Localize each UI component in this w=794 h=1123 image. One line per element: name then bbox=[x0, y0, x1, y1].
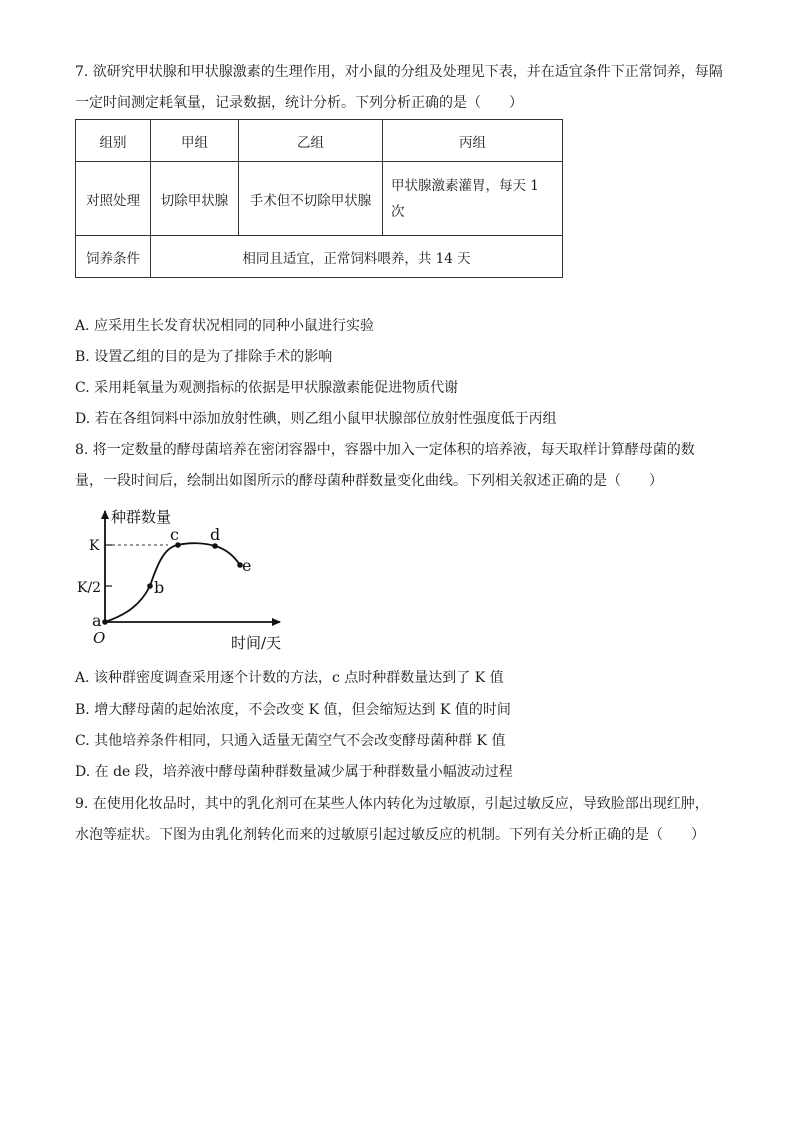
table-row-label: 对照处理 bbox=[76, 162, 151, 236]
table-header-cell: 丙组 bbox=[383, 120, 563, 162]
table-header-cell: 甲组 bbox=[151, 120, 239, 162]
q7-stem-line1: 7. 欲研究甲状腺和甲状腺激素的生理作用，对小鼠的分组及处理见下表，并在适宜条件下正常饲养，每隔 bbox=[75, 64, 723, 80]
x-axis-label: 时间/天 bbox=[231, 634, 282, 652]
q7-option-c: C. 采用耗氧量为观测指标的依据是甲状腺激素能促进物质代谢 bbox=[75, 380, 459, 396]
q8-option-b: B. 增大酵母菌的起始浓度，不会改变 K 值，但会缩短达到 K 值的时间 bbox=[75, 702, 511, 718]
q7-option-a: A. 应采用生长发育状况相同的同种小鼠进行实验 bbox=[75, 318, 375, 334]
table-cell: 切除甲状腺 bbox=[151, 162, 239, 236]
q7-option-d: D. 若在各组饲料中添加放射性碘，则乙组小鼠甲状腺部位放射性强度低于丙组 bbox=[75, 411, 557, 427]
q9-stem-line2: 水泡等症状。下图为由乳化剂转化而来的过敏原引起过敏反应的机制。下列有关分析正确的是（ ） bbox=[75, 827, 705, 843]
point-label-c: c bbox=[170, 525, 179, 544]
table-row-label: 饲养条件 bbox=[76, 236, 151, 278]
table-header-row bbox=[76, 120, 563, 162]
table-cell bbox=[383, 162, 563, 236]
table-row bbox=[76, 236, 563, 278]
point-label-e: e bbox=[242, 556, 252, 575]
y-tick-label-k: K bbox=[89, 538, 100, 554]
point-label-a: a bbox=[92, 611, 102, 630]
q8-option-c: C. 其他培养条件相同，只通入适量无菌空气不会改变酵母菌种群 K 值 bbox=[75, 733, 506, 749]
table-header-cell: 乙组 bbox=[239, 120, 383, 162]
point-b bbox=[147, 583, 153, 589]
q7-option-b: B. 设置乙组的目的是为了排除手术的影响 bbox=[75, 349, 333, 365]
growth-curve bbox=[105, 543, 240, 622]
point-d bbox=[212, 543, 218, 549]
population-growth-chart bbox=[70, 502, 300, 657]
origin-label: O bbox=[93, 629, 106, 647]
y-tick-label-half-k: K/2 bbox=[77, 580, 102, 596]
q7-stem-line2: 一定时间测定耗氧量，记录数据，统计分析。下列分析正确的是（ ） bbox=[75, 95, 523, 111]
point-label-d: d bbox=[210, 525, 221, 544]
q8-option-d: D. 在 de 段，培养液中酵母菌种群数量减少属于种群数量小幅波动过程 bbox=[75, 764, 513, 780]
table-cell: 手术但不切除甲状腺 bbox=[239, 162, 383, 236]
q9-stem-line1: 9. 在使用化妆品时，其中的乳化剂可在某些人体内转化为过敏原，引起过敏反应，导致脸部出现红肿， bbox=[75, 796, 709, 812]
q7-table bbox=[75, 119, 563, 278]
q8-stem-line2: 量，一段时间后，绘制出如图所示的酵母菌种群数量变化曲线。下列相关叙述正确的是（ ） bbox=[75, 473, 663, 489]
q8-option-a: A. 该种群密度调查采用逐个计数的方法，c 点时种群数量达到了 K 值 bbox=[75, 670, 504, 686]
table-cell-line: 次 bbox=[391, 203, 405, 220]
q8-stem-line1: 8. 将一定数量的酵母菌培养在密闭容器中，容器中加入一定体积的培养液，每天取样计算酵母菌的数 bbox=[75, 442, 695, 458]
table-merged-cell: 相同且适宜，正常饲料喂养，共 14 天 bbox=[151, 236, 563, 278]
point-label-b: b bbox=[154, 578, 165, 597]
table-cell-line: 甲状腺激素灌胃，每天 1 bbox=[391, 177, 539, 194]
y-axis-label: 种群数量 bbox=[111, 508, 172, 526]
table-header-cell: 组别 bbox=[76, 120, 151, 162]
table-row bbox=[76, 162, 563, 236]
point-a bbox=[102, 619, 108, 625]
